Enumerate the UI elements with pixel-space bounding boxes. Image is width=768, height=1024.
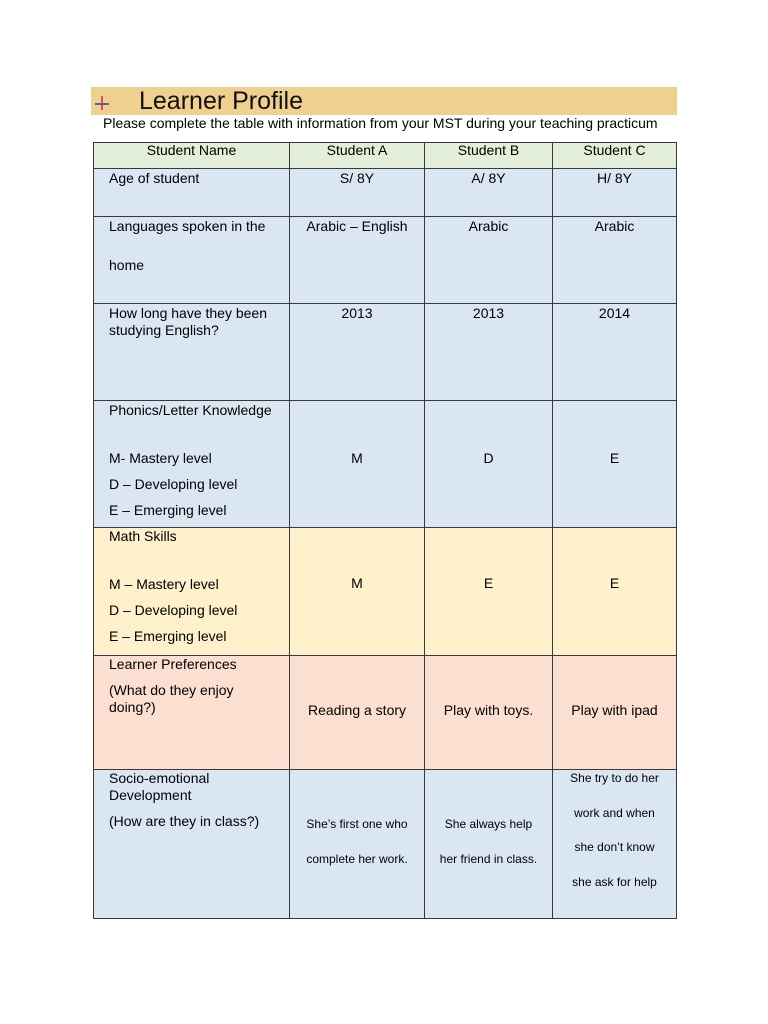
socio-c-1: She try to do her xyxy=(570,771,659,785)
studying-a: 2013 xyxy=(341,305,373,321)
instructions: Please complete the table with information from your MST during your teaching practicum xyxy=(103,115,658,131)
cell-student-b xyxy=(425,401,553,528)
math-developing: D – Developing level xyxy=(109,602,238,618)
preferences-a: Reading a story xyxy=(307,702,407,718)
header-student-a: Student A xyxy=(290,143,425,169)
cell-student-a xyxy=(290,401,425,528)
socio-label: Socio-emotional Development xyxy=(109,770,210,803)
phonics-label: Phonics/Letter Knowledge xyxy=(109,402,272,418)
preferences-label: Learner Preferences xyxy=(109,656,237,672)
age-label: Age of student xyxy=(109,170,200,186)
row-label xyxy=(94,169,290,217)
table-row-languages xyxy=(94,217,677,304)
cell-student-a xyxy=(290,656,425,770)
table-row-math xyxy=(94,528,677,656)
cell-student-c xyxy=(553,304,677,401)
cell-student-a xyxy=(290,528,425,656)
cell-student-b xyxy=(425,528,553,656)
table-row-phonics xyxy=(94,401,677,528)
crosshair-icon xyxy=(95,96,109,110)
languages-label-1: Languages spoken in the xyxy=(109,218,266,234)
socio-a-2: complete her work. xyxy=(306,852,408,866)
page-title: Learner Profile xyxy=(139,87,303,115)
phonics-a: M xyxy=(351,450,363,466)
row-label xyxy=(94,217,290,304)
cell-student-b xyxy=(425,770,553,919)
cell-student-c xyxy=(553,528,677,656)
cell-student-c xyxy=(553,217,677,304)
preferences-sub: (What do they enjoy doing?) xyxy=(109,682,234,715)
languages-label-2: home xyxy=(109,257,145,273)
socio-a-1: She’s first one who xyxy=(306,817,408,831)
table-row-socio xyxy=(94,770,677,919)
cell-student-c xyxy=(553,401,677,528)
row-label xyxy=(94,656,290,770)
cell-student-a xyxy=(290,217,425,304)
cell-student-b xyxy=(425,217,553,304)
age-a: S/ 8Y xyxy=(339,170,375,186)
table-row-preferences xyxy=(94,656,677,770)
preferences-b: Play with toys. xyxy=(443,702,534,718)
socio-c-2: work and when xyxy=(574,806,655,820)
row-label xyxy=(94,304,290,401)
cell-student-c xyxy=(553,770,677,919)
math-mastery: M – Mastery level xyxy=(109,576,219,592)
cell-student-a xyxy=(290,304,425,401)
row-label xyxy=(94,528,290,656)
header-row xyxy=(94,143,677,169)
header-student-name: Student Name xyxy=(94,143,290,169)
socio-b-2: her friend in class. xyxy=(439,852,538,866)
phonics-developing: D – Developing level xyxy=(109,476,238,492)
socio-c-4: she ask for help xyxy=(572,875,657,889)
math-c: E xyxy=(609,575,620,591)
cell-student-a xyxy=(290,770,425,919)
learner-profile-table xyxy=(93,142,677,919)
math-b: E xyxy=(483,575,494,591)
languages-c: Arabic xyxy=(594,218,635,234)
table-row-studying xyxy=(94,304,677,401)
cell-student-b xyxy=(425,169,553,217)
phonics-emerging: E – Emerging level xyxy=(109,502,227,518)
row-label xyxy=(94,770,290,919)
studying-label: How long have they been studying English? xyxy=(109,305,267,338)
cell-student-b xyxy=(425,656,553,770)
cell-student-c xyxy=(553,169,677,217)
languages-a: Arabic – English xyxy=(306,218,408,234)
socio-b-1: She always help xyxy=(444,817,533,831)
cell-student-c xyxy=(553,656,677,770)
languages-b: Arabic xyxy=(468,218,509,234)
cell-student-b xyxy=(425,304,553,401)
header-student-c: Student C xyxy=(553,143,677,169)
socio-sub: (How are they in class?) xyxy=(109,813,260,829)
studying-b: 2013 xyxy=(472,305,505,321)
table-row-age xyxy=(94,169,677,217)
math-emerging: E – Emerging level xyxy=(109,628,227,644)
cell-student-a xyxy=(290,169,425,217)
math-label: Math Skills xyxy=(109,528,177,544)
math-a: M xyxy=(351,575,363,591)
studying-c: 2014 xyxy=(598,305,631,321)
row-label xyxy=(94,401,290,528)
age-c: H/ 8Y xyxy=(596,170,632,186)
phonics-c: E xyxy=(609,450,620,466)
phonics-mastery: M- Mastery level xyxy=(109,450,212,466)
title-bar xyxy=(91,87,677,115)
age-b: A/ 8Y xyxy=(471,170,506,186)
header-student-b: Student B xyxy=(425,143,553,169)
preferences-c: Play with ipad xyxy=(571,702,658,718)
phonics-b: D xyxy=(483,450,494,466)
socio-c-3: she don’t know xyxy=(574,840,655,854)
